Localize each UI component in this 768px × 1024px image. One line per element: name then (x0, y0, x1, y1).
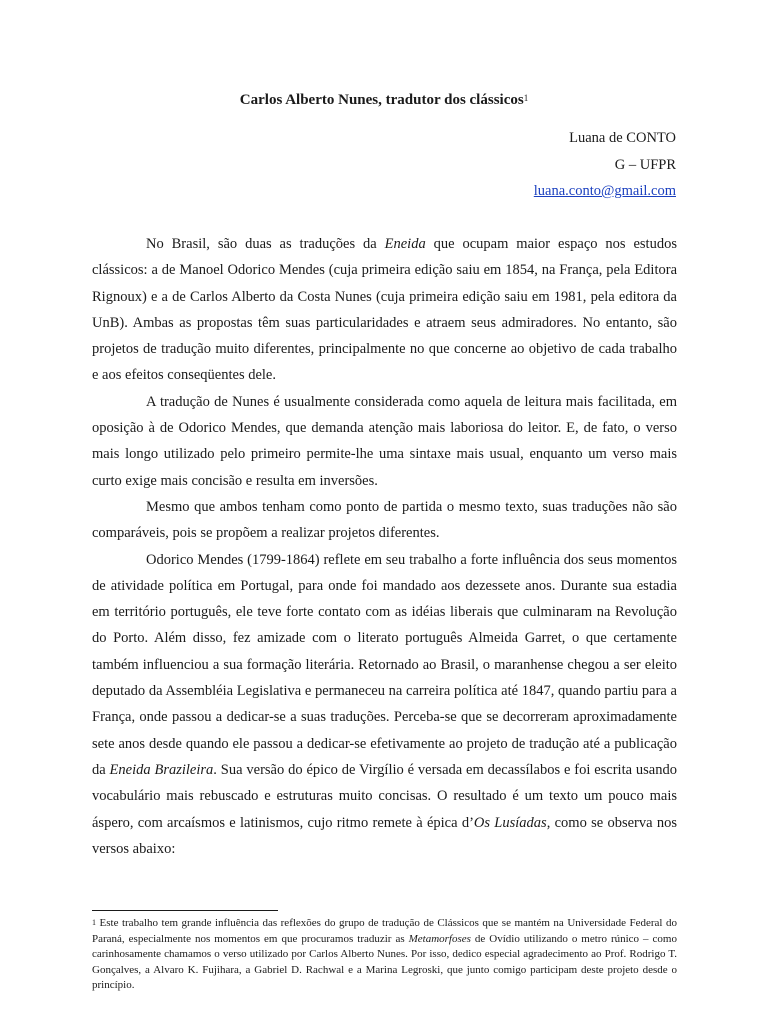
p1-text-end: que ocupam maior espaço nos estudos clássicos: a de Manoel Odorico Mendes (cuja primeira edição saiu em 1854, na França, pela Editora Rignoux) e a de Carlos Alberto da Costa Nunes (cuja primeira edição saiu em 1981, pela editora da UnB). Ambas as propostas têm suas particularidades e atraem seus admiradores. No entanto, são projetos de tradução muito diferentes, principalmente no que concerne ao objetivo de cada trabalho e aos efeitos conseqüentes dele. (92, 236, 677, 384)
footnote-separator (92, 910, 278, 911)
p4-text-end: , como se observa nos versos abaixo: (92, 814, 677, 857)
title-footnote-marker[interactable]: 1 (523, 93, 529, 103)
p4-text-middle: . Sua versão do épico de Virgílio é versada em decassílabos e foi escrita usando vocabulário mais rebuscado e estruturas muito concisas. O resultado é um texto um pouco mais áspero, com arcaísmos e latinismos, cujo ritmo remete à épica d’ (92, 761, 677, 831)
footnote-italic-metamorfoses: Metamorfoses (408, 932, 471, 945)
footnote-text-start: Este trabalho tem grande influência das reflexões do grupo de tradução de Clássicos que se mantém na Universidade Federal do Paraná, especialmente nos momentos em que procuramos traduzir as (92, 917, 677, 945)
p1-text-start: No Brasil, são duas as traduções da (146, 236, 385, 252)
paragraph-3: Mesmo que ambos tenham como ponto de partida o mesmo texto, suas traduções não são comparáveis, pois se propõem a realizar projetos diferentes. (92, 498, 677, 542)
p1-italic-eneida: Eneida (384, 236, 426, 252)
footnote-1 (92, 916, 677, 994)
p4-italic-eneida-brazileira: Eneida Brazileira (109, 761, 214, 778)
paragraph-1 (92, 231, 677, 389)
paragraph-2: A tradução de Nunes é usualmente considerada como aquela de leitura mais facilitada, em oposição à de Odorico Mendes, que demanda atenção mais laboriosa do leitor. E, de fato, o verso mais longo utilizado pelo primeiro permite-lhe uma sintaxe mais usual, enquanto um verso mais curto exige mais concisão e resulta em inversões. (92, 393, 677, 489)
footnote (92, 916, 677, 994)
footnote-text-end: de Ovídio utilizando o metro rúnico – como carinhosamente chamamos o verso utilizado por Carlos Alberto Nunes. Por isso, dedico especial agradecimento ao Prof. Rodrigo T. Gonçalves, a Alvaro K. Fujihara, a Gabriel D. Rachwal e a Marina Legroski, que junto comigo participam deste projeto desde o princípio. (92, 932, 677, 992)
author-affiliation: G – UFPR (614, 156, 676, 173)
author-email-link[interactable]: luana.conto@gmail.com (533, 183, 676, 199)
author-block (534, 125, 676, 205)
p4-text-start: Odorico Mendes (1799-1864) reflete em seu trabalho a forte influência dos seus momentos de atividade política em Portugal, para onde foi mandado aos dezessete anos. Durante sua estadia em território português, ele teve forte contato com as idéias liberais que culminaram na Revolução do Porto. Além disso, fez amizade com o literato português Almeida Garret, o que certamente também influenciou a sua formação literária. Retornado ao Brasil, o maranhense chegou a ser eleito deputado da Assembléia Legislativa e permaneceu na carreira política até 1847, quando partiu para a França, onde passou a dedicar-se a suas traduções. Perceba-se que se decorreram aproximadamente sete anos desde quando ele passou a dedicar-se efetivamente ao projeto de tradução até a publicação da (92, 551, 677, 778)
body-text (92, 231, 677, 862)
p4-italic-os-lusiadas: Os Lusíadas (473, 814, 547, 831)
paragraph-4 (92, 547, 677, 863)
page-title (0, 90, 768, 110)
footnote-marker: 1 (92, 918, 96, 927)
author-name: Luana de CONTO (569, 130, 676, 146)
title-text: Carlos Alberto Nunes, tradutor dos clássicos (239, 92, 524, 108)
